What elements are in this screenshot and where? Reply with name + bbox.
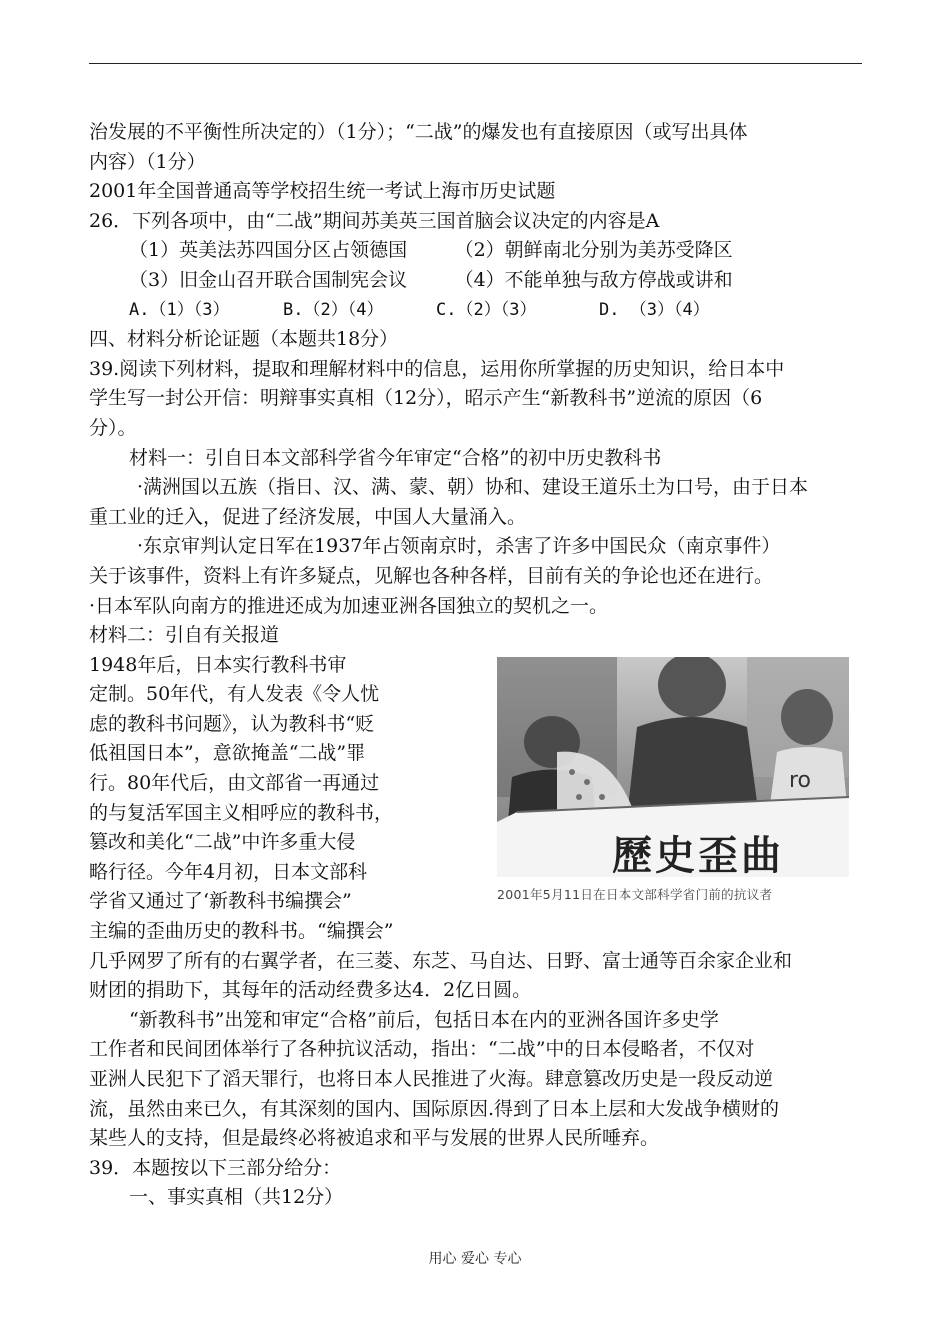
question-39: 39.阅读下列材料，提取和理解材料中的信息，运用你所掌握的历史知识，给日本中 <box>89 357 785 380</box>
material1-text: 关于该事件，资料上有许多疑点，见解也各种各样，目前有关的争论也还在进行。 <box>89 564 774 587</box>
text-line: 行。80年代后，由文部省一再通过 <box>89 772 380 795</box>
text-line: 主编的歪曲历史的教科书。“编撰会” <box>89 920 394 943</box>
header-rule <box>89 63 862 64</box>
protest-photo <box>497 657 849 903</box>
question-39: 分）。 <box>89 416 137 439</box>
section-title: 四、材料分析论证题（本题共18分） <box>89 328 399 351</box>
question-39: 学生写一封公开信：明辩事实真相（12分），昭示产生“新教科书”逆流的原因（6 <box>89 387 763 410</box>
material2-wrapped-text <box>89 651 469 947</box>
text-line: 的与复活军国主义相呼应的教科书， <box>89 801 394 824</box>
svg-text:ro: ro <box>789 768 812 793</box>
option-a: A.（1）（3） <box>129 299 230 320</box>
material1-bullet: ·东京审判认定日军在1937年占领南京时，杀害了许多中国民众（南京事件） <box>137 535 781 558</box>
text-line: 内容）（1分） <box>89 150 206 173</box>
question-26: 26．下列各项中，由“二战”期间苏美英三国首脑会议决定的内容是A <box>89 209 660 232</box>
text-line: 虑的教科书问题》，认为教科书“贬 <box>89 712 375 735</box>
text-line: 学省又通过了‘新教科书编撰会” <box>89 890 352 913</box>
text-line: 流，虽然由来已久，有其深刻的国内、国际原因.得到了日本上层和大发战争横财的 <box>89 1097 780 1120</box>
option-b: B.（2）（4） <box>283 299 384 320</box>
material1-title: 材料一：引自日本文部科学省今年审定“合格”的初中历史教科书 <box>129 446 662 469</box>
text-line: 某些人的支持，但是最终必将被追求和平与发展的世界人民所唾弃。 <box>89 1127 660 1150</box>
material1-bullet: ·满洲国以五族（指日、汉、满、蒙、朝）协和、建设王道乐土为口号，由于日本 <box>137 476 809 499</box>
text-line: 低祖国日本”，意欲掩盖“二战”罪 <box>89 742 366 765</box>
text-line: 略行径。今年4月初，日本文部科 <box>89 860 368 883</box>
photo-illustration <box>497 657 849 877</box>
page-footer: 用心 爱心 专心 <box>428 1251 522 1267</box>
banner-text: 歷史歪曲 <box>612 833 784 877</box>
text-line: 篡改和美化“二战”中许多重大侵 <box>89 831 356 854</box>
text-line: 1948年后，日本实行教科书审 <box>89 653 347 676</box>
text-line: 几乎网罗了所有的右翼学者，在三菱、东芝、马自达、日野、富士通等百余家企业和 <box>89 949 793 972</box>
option-d: D. （3）（4） <box>599 299 710 320</box>
option-c: C.（2）（3） <box>436 299 537 320</box>
text-line: 治发展的不平衡性所决定的）（1分）；“二战”的爆发也有直接原因（或写出具体 <box>89 121 748 143</box>
text-line: 工作者和民间团体举行了各种抗议活动，指出：“二战”中的日本侵略者，不仅对 <box>89 1038 755 1061</box>
text-line: 定制。50年代，有人发表《令人忧 <box>89 683 380 706</box>
answer-part1: 一、事实真相（共12分） <box>129 1186 344 1209</box>
text-line: 财团的捐助下，其每年的活动经费多达4．2亿日圆。 <box>89 979 532 1002</box>
photo-image <box>497 657 849 877</box>
q26-options <box>89 296 864 326</box>
text-line: 亚洲人民犯下了滔天罪行，也将日本人民推进了火海。肆意篡改历史是一段反动逆 <box>89 1068 774 1090</box>
material2-title: 材料二：引自有关报道 <box>89 624 280 647</box>
material1-text: 重工业的迁入，促进了经济发展，中国人大量涌入。 <box>89 505 527 528</box>
q26-item: （3）旧金山召开联合国制宪会议 （4）不能单独与敌方停战或讲和 <box>129 268 733 291</box>
answer-title: 39．本题按以下三部分给分： <box>89 1156 342 1179</box>
photo-caption: 2001年5月11日在日本文部科学省门前的抗议者 <box>497 887 773 902</box>
material1-bullet: ·日本军队向南方的推进还成为加速亚洲各国独立的契机之一。 <box>89 594 609 617</box>
q26-item: （1）英美法苏四国分区占领德国 （2）朝鲜南北分别为美苏受降区 <box>129 239 733 262</box>
exam-title: 2001年全国普通高等学校招生统一考试上海市历史试题 <box>89 180 556 203</box>
text-line: “新教科书”出笼和审定“合格”前后，包括日本在内的亚洲各国许多史学 <box>129 1008 719 1031</box>
